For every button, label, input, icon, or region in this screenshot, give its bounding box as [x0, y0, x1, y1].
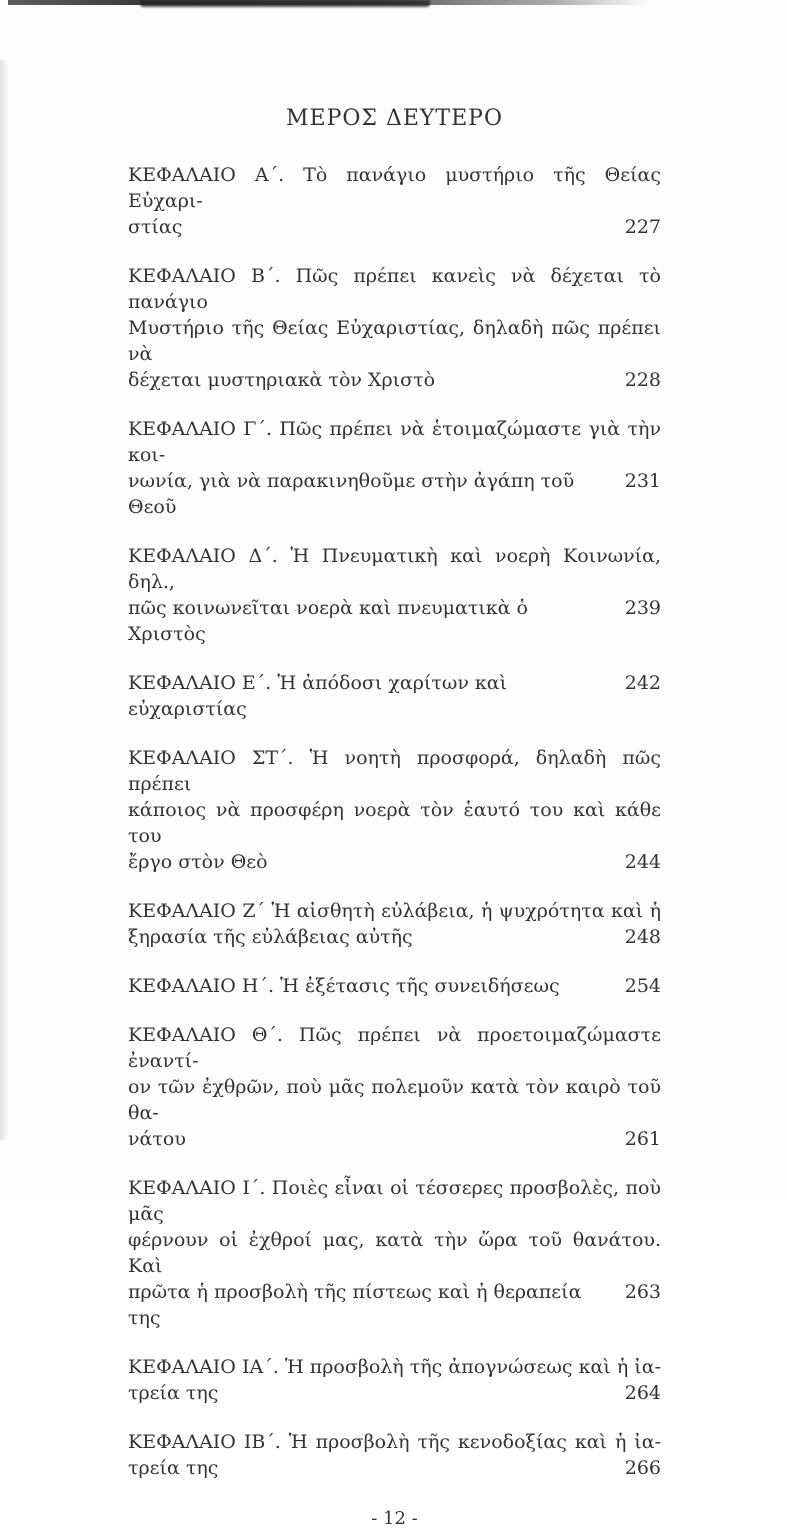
toc-entry-line [128, 1126, 661, 1152]
toc-entry [128, 263, 661, 393]
toc-entry-line: ΚΕΦΑΛΑΙΟ Α΄. Τὸ πανάγιο μυστήριο τῆς Θείας Εὐχαρι- [128, 164, 661, 212]
toc-entry-text: νάτου [128, 1128, 186, 1150]
toc-entry-line [128, 973, 661, 999]
toc-page-number: 254 [624, 975, 661, 997]
toc-page-number: 228 [624, 369, 661, 391]
part-heading: ΜΕΡΟΣ ΔΕΥΤΕΡΟ [285, 106, 503, 131]
toc-entry [128, 543, 661, 647]
toc-entry-line: ΚΕΦΑΛΑΙΟ ΙΒ΄. Ἡ προσβολὴ τῆς κενοδοξίας καὶ ἡ ἰα- [128, 1431, 661, 1453]
toc-entry-text: δέχεται μυστηριακὰ τὸν Χριστὸ [128, 369, 436, 391]
toc-entry [128, 416, 661, 520]
toc-entry [128, 898, 661, 950]
toc-entry-line: ΚΕΦΑΛΑΙΟ ΣΤ΄. Ἡ νοητὴ προσφορά, δηλαδὴ πῶς πρέπει [128, 747, 661, 795]
toc-entry-line: ΚΕΦΑΛΑΙΟ Δ΄. Ἡ Πνευματικὴ καὶ νοερὴ Κοινωνία, δηλ., [128, 545, 661, 593]
toc-entry [128, 745, 661, 875]
toc-entry-line: ΚΕΦΑΛΑΙΟ Β΄. Πῶς πρέπει κανεὶς νὰ δέχεται τὸ πανάγιο [128, 265, 661, 313]
toc-entry-line [128, 1455, 661, 1481]
toc-page-number: 248 [624, 926, 661, 948]
toc-entry-line [128, 849, 661, 875]
toc-entry [128, 1022, 661, 1152]
toc-page-number: 244 [624, 851, 661, 873]
table-of-contents [128, 162, 661, 1481]
toc-entry-text: ΚΕΦΑΛΑΙΟ Η΄. Ἡ ἐξέτασις τῆς συνειδήσεως [128, 975, 560, 997]
toc-entry-line [128, 1279, 661, 1331]
toc-entry-line [128, 670, 661, 722]
toc-page-number: 261 [624, 1128, 661, 1150]
toc-entry [128, 1429, 661, 1481]
toc-entry-line [128, 595, 661, 647]
toc-entry [128, 162, 661, 240]
toc-entry-text: πρῶτα ἡ προσβολὴ τῆς πίστεως καὶ ἡ θεραπεία της [128, 1281, 582, 1329]
toc-page-number: 264 [624, 1382, 661, 1404]
toc-page-number: 239 [624, 597, 661, 619]
toc-entry-line: Μυστήριο τῆς Θείας Εὐχαριστίας, δηλαδὴ πῶς πρέπει νὰ [128, 317, 661, 365]
toc-entry-text: ΚΕΦΑΛΑΙΟ Ε΄. Ἡ ἀπόδοσι χαρίτων καὶ εὐχαριστίας [128, 672, 508, 720]
toc-entry-line: ΚΕΦΑΛΑΙΟ ΙΑ΄. Ἡ προσβολὴ τῆς ἀπογνώσεως καὶ ἡ ἰα- [128, 1356, 661, 1378]
toc-entry-line [128, 367, 661, 393]
toc-entry-line: φέρνουν οἱ ἐχθροί μας, κατὰ τὴν ὥρα τοῦ θανάτου. Καὶ [128, 1229, 661, 1277]
toc-entry-line [128, 1380, 661, 1406]
toc-page-number: 227 [624, 216, 661, 238]
toc-page-number: 242 [624, 672, 661, 694]
toc-entry-line: ΚΕΦΑΛΑΙΟ Γ΄. Πῶς πρέπει νὰ ἑτοιμαζώμαστε γιὰ τὴν κοι- [128, 418, 661, 466]
toc-entry-text: τρεία της [128, 1457, 219, 1479]
toc-entry-line: ΚΕΦΑΛΑΙΟ Ι΄. Ποιὲς εἶναι οἱ τέσσερες προσβολὲς, ποὺ μᾶς [128, 1177, 661, 1225]
toc-entry [128, 670, 661, 722]
toc-entry-line: ΚΕΦΑΛΑΙΟ Θ΄. Πῶς πρέπει νὰ προετοιμαζώμαστε ἐναντί- [128, 1024, 661, 1072]
toc-entry [128, 1354, 661, 1406]
toc-entry-text: τρεία της [128, 1382, 219, 1404]
toc-entry-line: κάποιος νὰ προσφέρη νοερὰ τὸν ἑαυτό του καὶ κάθε του [128, 799, 661, 847]
toc-entry-text: ξηρασία τῆς εὐλάβειας αὐτῆς [128, 926, 413, 948]
toc-entry-text: στίας [128, 216, 183, 238]
toc-entry-line [128, 214, 661, 240]
toc-entry-text: ἔργο στὸν Θεὸ [128, 851, 268, 873]
page-number-footer: - 12 - [371, 1508, 418, 1529]
toc-entry [128, 973, 661, 999]
toc-page-number: 263 [624, 1281, 661, 1303]
toc-entry [128, 1175, 661, 1331]
toc-entry-text: νωνία, γιὰ νὰ παρακινηθοῦμε στὴν ἀγάπη τοῦ Θεοῦ [128, 470, 575, 518]
toc-entry-line: ον τῶν ἐχθρῶν, ποὺ μᾶς πολεμοῦν κατὰ τὸν καιρὸ τοῦ θα- [128, 1076, 661, 1124]
toc-entry-line [128, 924, 661, 950]
toc-page-number: 266 [624, 1457, 661, 1479]
toc-page-number: 231 [624, 470, 661, 492]
toc-entry-text: πῶς κοινωνεῖται νοερὰ καὶ πνευματικὰ ὁ Χριστὸς [128, 597, 528, 645]
toc-entry-line: ΚΕΦΑΛΑΙΟ Ζ΄ Ἡ αἰσθητὴ εὐλάβεια, ἡ ψυχρότητα καὶ ἡ [128, 900, 661, 922]
toc-entry-line [128, 468, 661, 520]
